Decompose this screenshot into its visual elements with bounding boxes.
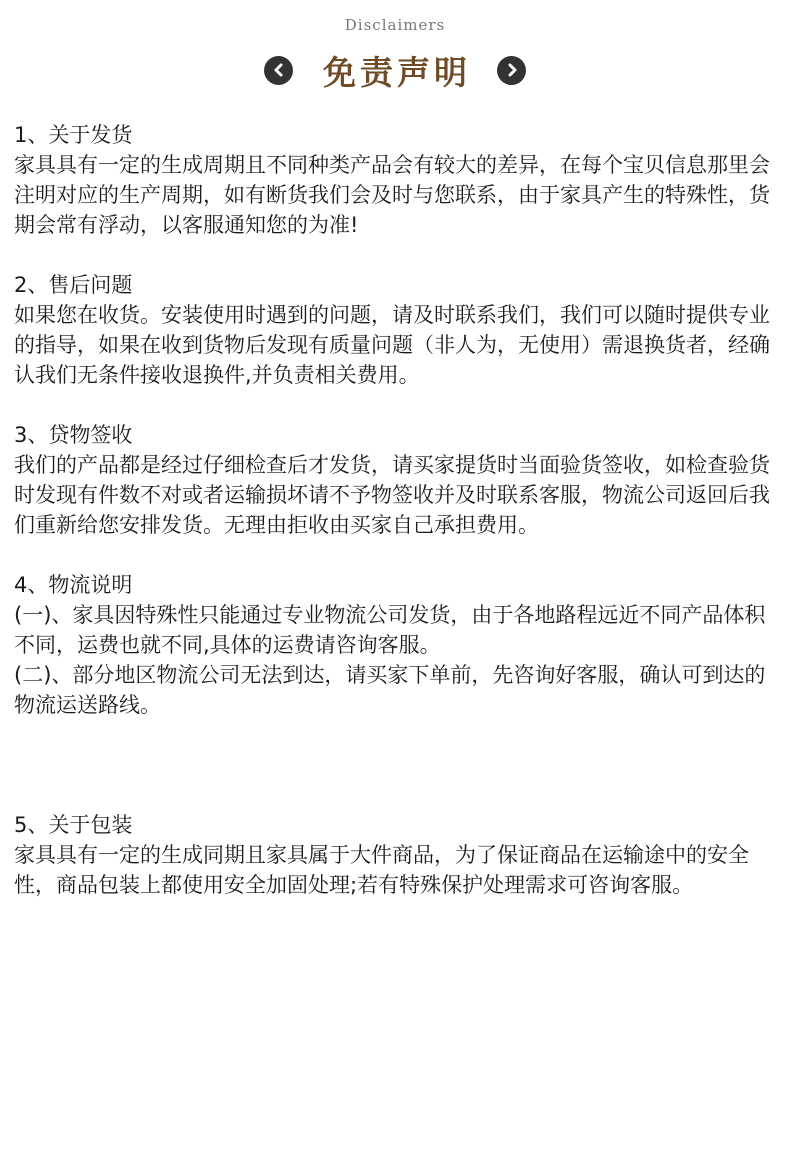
section-spacer (14, 240, 780, 270)
section-paragraph: 家具具有一定的生成同期且家具属于大件商品，为了保证商品在运输途中的安全性，商品包装上都使用安全加固处理;若有特殊保护处理需求可咨询客服。 (14, 843, 749, 897)
section-spacer (14, 720, 780, 810)
section-paragraph: 我们的产品都是经过仔细检查后才发货，请买家提货时当面验货签收，如检查验货时发现有件数不对或者运输损坏请不予物签收并及时联系客服，物流公司返回后我们重新给您安排发货。无理由拒收由买家自己承担费用。 (14, 453, 770, 537)
section-shipping (14, 120, 780, 240)
section-spacer (14, 390, 780, 420)
section-title: 2、售后问题 (14, 273, 133, 297)
section-logistics (14, 570, 780, 720)
section-paragraph: 家具具有一定的生成周期且不同种类产品会有较大的差异，在每个宝贝信息那里会注明对应的生产周期，如有断货我们会及时与您联系，由于家具产生的特殊性，货期会常有浮动，以客服通知您的为准! (14, 153, 770, 237)
section-packaging (14, 810, 780, 900)
section-spacer (14, 540, 780, 570)
page-subtitle: Disclaimers (344, 16, 446, 34)
chevron-right-circle-icon[interactable] (497, 56, 526, 85)
section-receipt (14, 420, 780, 540)
section-after-sales (14, 270, 780, 390)
section-title: 3、贷物签收 (14, 423, 133, 447)
section-title: 5、关于包装 (14, 813, 133, 837)
disclaimer-content (14, 120, 780, 900)
page-header (0, 0, 790, 110)
section-paragraph: 如果您在收货。安装使用时遇到的问题，请及时联系我们，我们可以随时提供专业的指导，如果在收到货物后发现有质量问题（非人为，无使用）需退换货者，经确认我们无条件接收退换件,并负责相关费用。 (14, 303, 770, 387)
section-paragraph: (二)、部分地区物流公司无法到达，请买家下单前，先咨询好客服，确认可到达的物流运送路线。 (14, 663, 766, 717)
section-paragraph: (一)、家具因特殊性只能通过专业物流公司发货，由于各地路程远近不同产品体积不同，运费也就不同,具体的运费请咨询客服。 (14, 603, 766, 657)
section-title: 1、关于发货 (14, 123, 133, 147)
chevron-left-circle-icon[interactable] (264, 56, 293, 85)
title-row (0, 46, 790, 94)
page-title: 免责声明 (323, 52, 471, 92)
section-title: 4、物流说明 (14, 573, 133, 597)
